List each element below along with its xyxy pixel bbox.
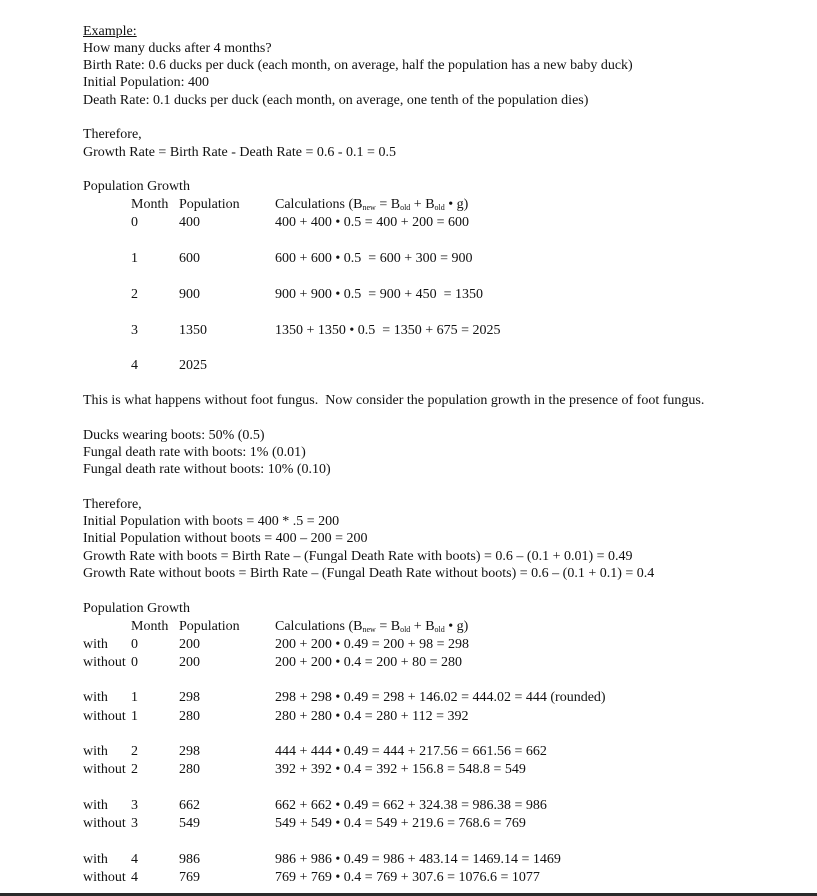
without-population: 280 — [179, 762, 200, 777]
with-label: with — [83, 798, 108, 813]
with-month: 1 — [131, 690, 138, 705]
without-label: without — [83, 816, 126, 831]
table1-row-calc: 900 + 900 • 0.5 = 900 + 450 = 1350 — [275, 287, 483, 302]
without-calc: 392 + 392 • 0.4 = 392 + 156.8 = 548.8 = 549 — [275, 762, 526, 777]
with-calc: 444 + 444 • 0.49 = 444 + 217.56 = 661.56 = 662 — [275, 744, 547, 759]
without-month: 4 — [131, 870, 138, 885]
boots-param: Ducks wearing boots: 50% (0.5) — [83, 428, 265, 443]
with-month: 2 — [131, 744, 138, 759]
therefore2-line: Growth Rate without boots = Birth Rate – (Fungal Death Rate without boots) = 0.6 – (0.1 + 0.1) = 0.4 — [83, 566, 655, 581]
table1-population-header: Population — [179, 197, 240, 212]
without-label: without — [83, 870, 126, 885]
table1-title: Population Growth — [83, 179, 190, 194]
table2-population-header: Population — [179, 619, 240, 634]
without-population: 549 — [179, 816, 200, 831]
without-month: 2 — [131, 762, 138, 777]
table1-row-population: 900 — [179, 287, 200, 302]
table1-row-month: 3 — [131, 323, 138, 338]
with-boots-param: Fungal death rate with boots: 1% (0.01) — [83, 445, 306, 460]
without-calc: 769 + 769 • 0.4 = 769 + 307.6 = 1076.6 = 1077 — [275, 870, 540, 885]
birth-rate-text: Birth Rate: 0.6 ducks per duck (each month, on average, half the population has a new baby duck) — [83, 58, 633, 73]
fungus-note: This is what happens without foot fungus. Now consider the population growth in the presence of foot fungus. — [83, 393, 705, 408]
without-calc: 549 + 549 • 0.4 = 549 + 219.6 = 768.6 = 769 — [275, 816, 526, 831]
without-boots-param: Fungal death rate without boots: 10% (0.10) — [83, 462, 331, 477]
table1-row-month: 0 — [131, 215, 138, 230]
table1-row-month: 4 — [131, 358, 138, 373]
without-calc: 200 + 200 • 0.4 = 200 + 80 = 280 — [275, 655, 462, 670]
table2-month-header: Month — [131, 619, 169, 634]
therefore2-line: Growth Rate with boots = Birth Rate – (Fungal Death Rate with boots) = 0.6 – (0.1 + 0.01) = 0.49 — [83, 549, 633, 564]
with-label: with — [83, 744, 108, 759]
without-month: 1 — [131, 709, 138, 724]
without-population: 200 — [179, 655, 200, 670]
question-text: How many ducks after 4 months? — [83, 41, 272, 56]
death-rate-text: Death Rate: 0.1 ducks per duck (each month, on average, one tenth of the population dies) — [83, 93, 589, 108]
table1-row-calc: 400 + 400 • 0.5 = 400 + 200 = 600 — [275, 215, 469, 230]
with-calc: 200 + 200 • 0.49 = 200 + 98 = 298 — [275, 637, 469, 652]
without-population: 280 — [179, 709, 200, 724]
table2-title: Population Growth — [83, 601, 190, 616]
table1-row-calc: 1350 + 1350 • 0.5 = 1350 + 675 = 2025 — [275, 323, 501, 338]
with-label: with — [83, 637, 108, 652]
without-calc: 280 + 280 • 0.4 = 280 + 112 = 392 — [275, 709, 469, 724]
with-population: 200 — [179, 637, 200, 652]
therefore-label: Therefore, — [83, 127, 142, 142]
growth-rate-text: Growth Rate = Birth Rate - Death Rate = 0.6 - 0.1 = 0.5 — [83, 145, 396, 160]
without-month: 0 — [131, 655, 138, 670]
without-label: without — [83, 709, 126, 724]
table1-row-population: 2025 — [179, 358, 207, 373]
with-calc: 986 + 986 • 0.49 = 986 + 483.14 = 1469.14 = 1469 — [275, 852, 561, 867]
with-calc: 662 + 662 • 0.49 = 662 + 324.38 = 986.38 = 986 — [275, 798, 547, 813]
without-month: 3 — [131, 816, 138, 831]
therefore2-line: Initial Population with boots = 400 * .5 = 200 — [83, 514, 340, 529]
with-label: with — [83, 852, 108, 867]
with-label: with — [83, 690, 108, 705]
example-heading: Example: — [83, 24, 137, 39]
table1-row-month: 2 — [131, 287, 138, 302]
table1-row-population: 1350 — [179, 323, 207, 338]
with-population: 986 — [179, 852, 200, 867]
without-population: 769 — [179, 870, 200, 885]
with-calc: 298 + 298 • 0.49 = 298 + 146.02 = 444.02 = 444 (rounded) — [275, 690, 606, 705]
table2-calculations-header: Calculations ($B_{new} = B_{old} + B_{old}$ • g) — [275, 619, 469, 634]
with-month: 4 — [131, 852, 138, 867]
with-month: 0 — [131, 637, 138, 652]
table1-row-population: 600 — [179, 251, 200, 266]
table1-calculations-header: Calculations ($B_{new} = B_{old} + B_{old}$ • g) — [275, 197, 469, 212]
with-month: 3 — [131, 798, 138, 813]
with-population: 662 — [179, 798, 200, 813]
without-label: without — [83, 762, 126, 777]
table1-row-month: 1 — [131, 251, 138, 266]
with-population: 298 — [179, 744, 200, 759]
table1-row-calc: 600 + 600 • 0.5 = 600 + 300 = 900 — [275, 251, 473, 266]
table1-row-population: 400 — [179, 215, 200, 230]
without-label: without — [83, 655, 126, 670]
therefore2-line: Initial Population without boots = 400 – 200 = 200 — [83, 531, 368, 546]
therefore2-label: Therefore, — [83, 497, 142, 512]
initial-population-text: Initial Population: 400 — [83, 75, 209, 90]
table1-month-header: Month — [131, 197, 169, 212]
with-population: 298 — [179, 690, 200, 705]
